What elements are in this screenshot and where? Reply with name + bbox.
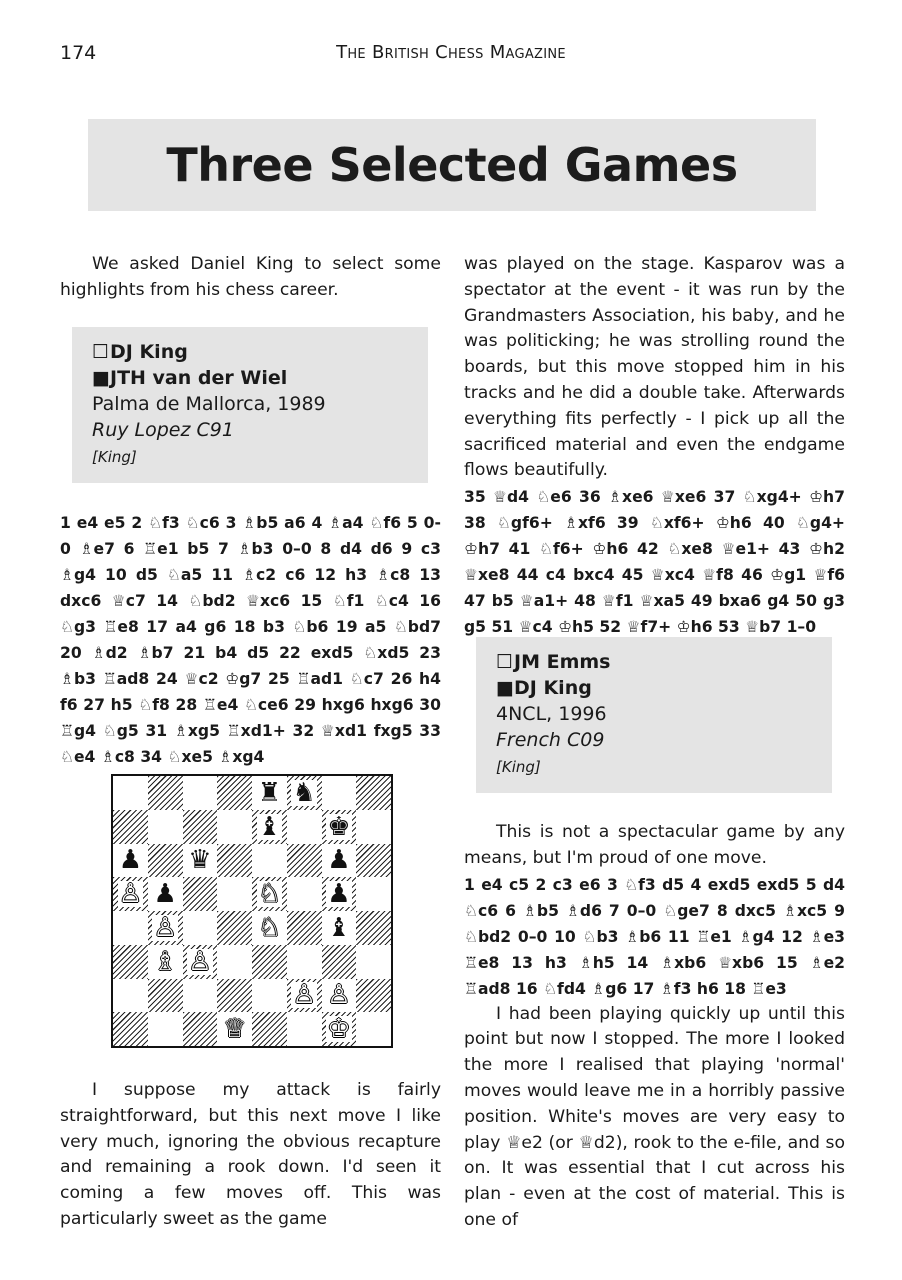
square-f8	[287, 776, 322, 810]
white-queen-icon: ♕	[222, 1014, 247, 1045]
square-e6	[252, 844, 287, 878]
game1-moves: 1 e4 e5 2 ♘f3 ♘c6 3 ♗b5 a6 4 ♗a4 ♘f6 5 0-0 ♗e7 6 ♖e1 b5 7 ♗b3 0–0 8 d4 d6 9 c3 ♗g4 10 d5 ♘a5 11 ♗c2 c6 12 h3 ♗c8 13 dxc6 ♕c7 14 ♘bd2 ♕xc6 15 ♘f1 ♘c4 16 ♘g3 ♖e8 17 a4 g6 18 b3 ♘b6 19 a5 ♘bd7 20 ♗d2 ♗b7 21 b4 d5 22 exd5 ♘xd5 23 ♗b3 ♖ad8 24 ♕c2 ♔g7 25 ♖ad1 ♘c7 26 h4 f6 27 h5 ♘f8 28 ♖e4 ♘ce6 29 hxg6 hxg6 30 ♖g4 ♘g5 31 ♗xg5 ♖xd1+ 32 ♕xd1 fxg5 33 ♘e4 ♗c8 34 ♘xe5 ♗xg4	[60, 514, 441, 766]
square-d4	[217, 911, 252, 945]
square-g4	[322, 911, 357, 945]
square-b5	[148, 877, 183, 911]
chess-diagram	[111, 774, 393, 1048]
square-e8	[252, 776, 287, 810]
square-h2	[356, 979, 391, 1013]
black-square-icon: ■	[92, 367, 110, 389]
square-d1	[217, 1012, 252, 1046]
intro-paragraph: We asked Daniel King to select some highlights from his chess career.	[60, 254, 441, 300]
running-title: The British Chess Magazine	[336, 42, 566, 63]
square-b2	[148, 979, 183, 1013]
black-pawn-icon: ♟	[327, 879, 351, 910]
square-e5	[252, 877, 287, 911]
game1-event: Palma de Mallorca, 1989	[92, 393, 326, 415]
game2-event: 4NCL, 1996	[496, 703, 607, 725]
square-e4	[252, 911, 287, 945]
black-pawn-icon: ♟	[153, 879, 177, 910]
game2-moves: 1 e4 c5 2 c3 e6 3 ♘f3 d5 4 exd5 exd5 5 d4 ♘c6 6 ♗b5 ♗d6 7 0–0 ♘ge7 8 dxc5 ♗xc5 9 ♘bd2 0–0 10 ♘b3 ♗b6 11 ♖e1 ♗g4 12 ♗e3 ♖e8 13 h3 ♗h5 14 ♗xb6 ♕xb6 15 ♗e2 ♖ad8 16 ♘fd4 ♗g6 17 ♗f3 h6 18 ♖e3	[464, 875, 845, 998]
black-rook-icon: ♜	[257, 777, 282, 808]
square-h8	[356, 776, 391, 810]
game1-comment-continued: was played on the stage. Kasparov was a spectator at the event - it was run by the Grandmasters Association, his baby, and he was politicking; he was strolling round the boards, but this move stopped him in his tracks and he did a double take. Afterwards everything fits perfectly - I pick up all the sacrificed material and even the endgame flows beautifully.	[464, 254, 845, 481]
black-pawn-icon: ♟	[118, 845, 143, 876]
square-b6	[148, 844, 183, 878]
game2-body	[464, 820, 845, 1234]
game1-black-player	[92, 365, 408, 391]
square-c8	[183, 776, 218, 810]
game1-comment: I suppose my attack is fairly straightforward, but this next move I like very much, ignoring the obvious recapture and remaining a rook down. I'd seen it coming a few moves off. This was particularly sweet as the game	[60, 1080, 441, 1229]
square-h7	[356, 810, 391, 844]
square-a6	[113, 844, 148, 878]
square-f7	[287, 810, 322, 844]
square-g1	[322, 1012, 357, 1046]
square-g3	[322, 945, 357, 979]
square-a2	[113, 979, 148, 1013]
game1-header	[72, 327, 428, 483]
square-c3	[183, 945, 218, 979]
black-king-icon: ♚	[327, 811, 351, 842]
square-f4	[287, 911, 322, 945]
square-g5	[322, 877, 357, 911]
square-c7	[183, 810, 218, 844]
black-bishop-icon: ♝	[257, 811, 282, 842]
white-square-icon: ☐	[496, 651, 514, 673]
page-number: 174	[60, 42, 97, 64]
square-h1	[356, 1012, 391, 1046]
square-a4	[113, 911, 148, 945]
square-d5	[217, 877, 252, 911]
game2-opening: French C09	[496, 729, 605, 751]
white-bishop-icon: ♗	[153, 946, 177, 977]
square-e3	[252, 945, 287, 979]
square-f6	[287, 844, 322, 878]
white-pawn-icon: ♙	[118, 879, 143, 910]
square-d2	[217, 979, 252, 1013]
square-g6	[322, 844, 357, 878]
game2-intro: This is not a spectacular game by any means, but I'm proud of one move.	[464, 822, 845, 868]
title-band	[88, 119, 816, 211]
square-d6	[217, 844, 252, 878]
square-f2	[287, 979, 322, 1013]
white-pawn-icon: ♙	[188, 946, 212, 977]
square-e1	[252, 1012, 287, 1046]
game2-annotator: [King]	[496, 758, 541, 776]
game1-opening: Ruy Lopez C91	[92, 419, 234, 441]
black-bishop-icon: ♝	[327, 912, 351, 943]
square-h3	[356, 945, 391, 979]
square-b7	[148, 810, 183, 844]
game2-header	[476, 637, 832, 793]
square-c2	[183, 979, 218, 1013]
white-pawn-icon: ♙	[327, 980, 351, 1011]
square-b8	[148, 776, 183, 810]
black-pawn-icon: ♟	[327, 845, 351, 876]
white-king-icon: ♔	[327, 1014, 351, 1045]
square-d3	[217, 945, 252, 979]
game2-white-player	[496, 649, 812, 675]
black-square-icon: ■	[496, 677, 514, 699]
game2-black-player	[496, 675, 812, 701]
square-f5	[287, 877, 322, 911]
square-g8	[322, 776, 357, 810]
left-column	[60, 252, 441, 304]
game2-white-name: JM Emms	[514, 651, 611, 673]
game1-moves-continued: 35 ♕d4 ♘e6 36 ♗xe6 ♕xe6 37 ♘xg4+ ♔h7 38 ♘gf6+ ♗xf6 39 ♘xf6+ ♔h6 40 ♘g4+ ♔h7 41 ♘f6+ ♔h6 42 ♘xe8 ♕e1+ 43 ♔h2 ♕xe8 44 c4 bxc4 45 ♕xc4 ♕f8 46 ♔g1 ♕f6 47 b5 ♕a1+ 48 ♕f1 ♕xa5 49 bxa6 g4 50 g3 g5 51 ♕c4 ♔h5 52 ♕f7+ ♔h6 53 ♕b7 1–0	[464, 488, 845, 637]
square-d8	[217, 776, 252, 810]
game1-annotator: [King]	[92, 448, 137, 466]
square-a3	[113, 945, 148, 979]
white-knight-icon: ♘	[257, 879, 282, 910]
square-d7	[217, 810, 252, 844]
white-knight-icon: ♘	[257, 912, 282, 943]
square-a8	[113, 776, 148, 810]
square-g2	[322, 979, 357, 1013]
white-pawn-icon: ♙	[292, 980, 316, 1011]
right-column	[464, 252, 845, 640]
square-b4	[148, 911, 183, 945]
square-f1	[287, 1012, 322, 1046]
black-queen-icon: ♛	[188, 845, 212, 876]
square-c1	[183, 1012, 218, 1046]
square-e7	[252, 810, 287, 844]
square-c6	[183, 844, 218, 878]
game1-black-name: JTH van der Wiel	[110, 367, 288, 389]
square-e2	[252, 979, 287, 1013]
square-c5	[183, 877, 218, 911]
square-a7	[113, 810, 148, 844]
game1-white-name: DJ King	[110, 341, 188, 363]
game1-moves-block	[60, 510, 441, 770]
square-h5	[356, 877, 391, 911]
game1-comment-block	[60, 1078, 441, 1233]
square-c4	[183, 911, 218, 945]
square-g7	[322, 810, 357, 844]
square-h6	[356, 844, 391, 878]
game2-black-name: DJ King	[514, 677, 592, 699]
square-f3	[287, 945, 322, 979]
black-knight-icon: ♞	[292, 777, 316, 808]
square-b1	[148, 1012, 183, 1046]
square-h4	[356, 911, 391, 945]
article-title: Three Selected Games	[166, 138, 738, 192]
white-pawn-icon: ♙	[153, 912, 177, 943]
white-square-icon: ☐	[92, 341, 110, 363]
game1-white-player	[92, 339, 408, 365]
square-b3	[148, 945, 183, 979]
square-a1	[113, 1012, 148, 1046]
game2-comment: I had been playing quickly up until this point but now I stopped. The more I looked the more I realised that playing 'normal' moves would leave me in a horribly passive position. White's moves are very easy to play ♕e2 (or ♕d2), rook to the e-file, and so on. It was essential that I cut across his plan - even at the cost of material. This is one of	[464, 1003, 845, 1230]
square-a5	[113, 877, 148, 911]
